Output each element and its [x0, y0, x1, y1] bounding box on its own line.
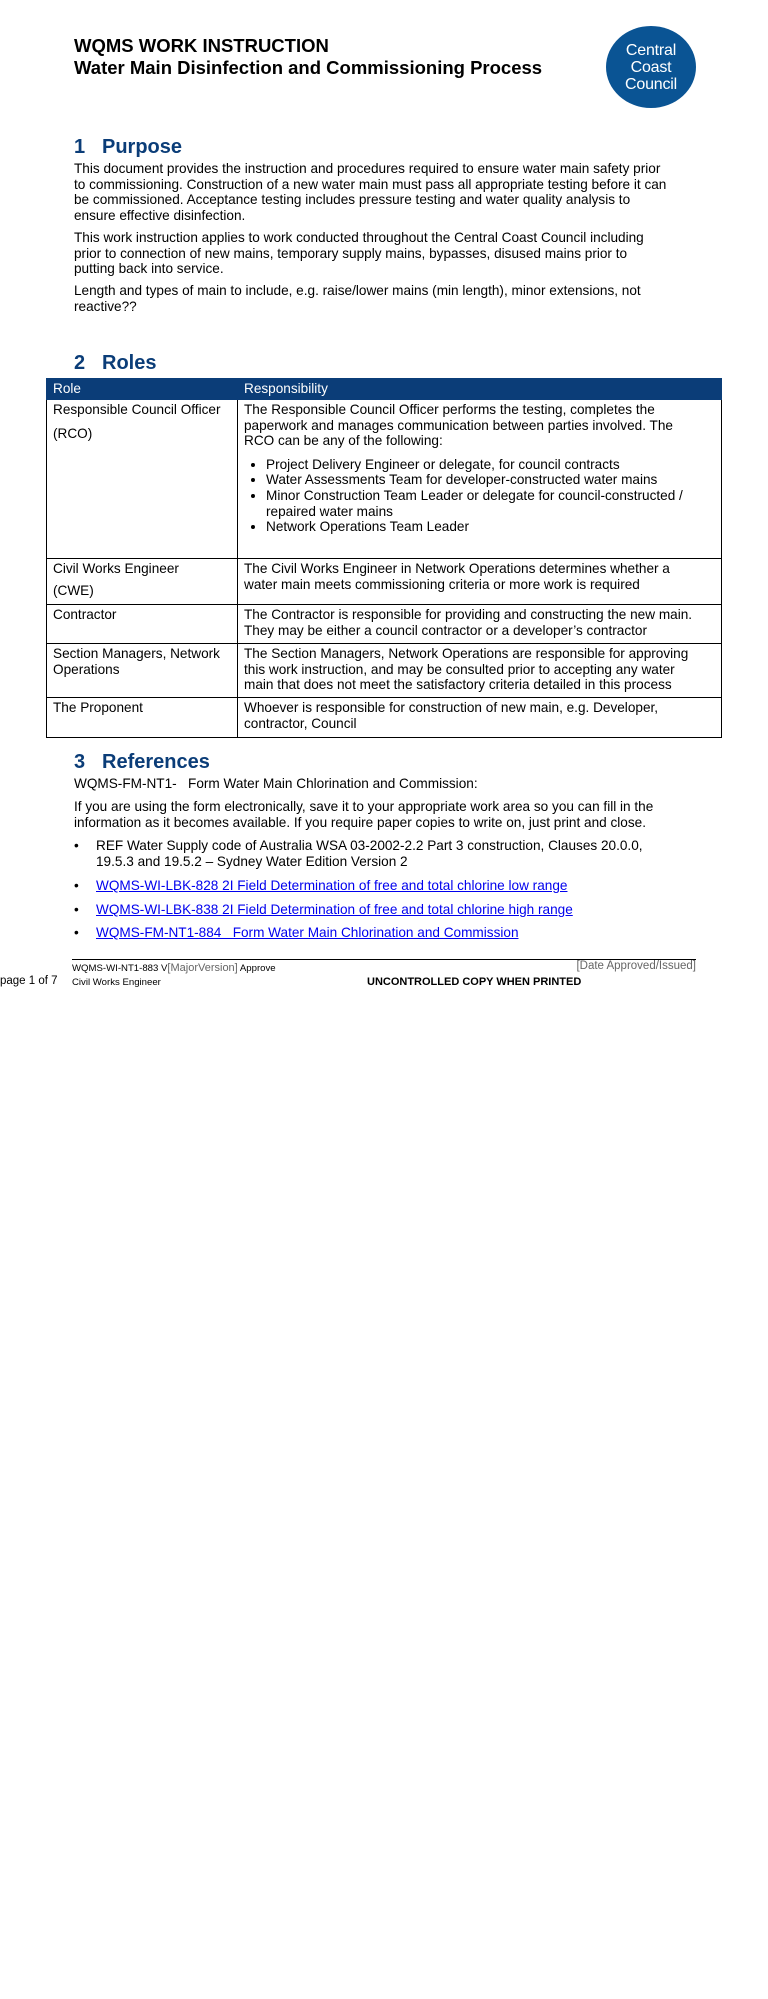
approve-label: Approve: [237, 963, 276, 974]
text-line: be commissioned. Acceptance testing includes pressure testing and water quality analysis to: [74, 192, 631, 208]
list-item: [74, 838, 714, 870]
table-row: [47, 644, 722, 698]
text-line: repaired water mains: [266, 503, 393, 519]
role-name: Responsible Council Officer: [53, 402, 221, 417]
responsibility-cell: [238, 698, 722, 738]
text-line: water main meets commissioning criteria or more work is required: [244, 576, 640, 592]
version-placeholder: [MajorVersion]: [167, 962, 238, 974]
text-line: to commissioning. Construction of a new water main must pass all appropriate testing before it can: [74, 176, 667, 192]
text-line: The Civil Works Engineer in Network Operations determines whether a: [244, 561, 670, 576]
purpose-paragraph-3: [74, 283, 704, 314]
bullet: •: [74, 902, 79, 917]
section-number: 3: [74, 751, 86, 773]
bullet: •: [74, 838, 79, 853]
form-reference-line: WQMS-FM-NT1- Form Water Main Chlorination and Commission:: [74, 776, 478, 791]
logo-line-2: Coast: [630, 58, 672, 76]
text-line: Whoever is responsible for construction of new main, e.g. Developer,: [244, 700, 659, 715]
text-line: The Contractor is responsible for providing and constructing the new main.: [244, 607, 693, 622]
role-cell: [47, 605, 238, 644]
text-line: The Responsible Council Officer performs the testing, completes the: [244, 402, 655, 417]
responsibility-cell: [238, 644, 722, 698]
list-item: • Project Delivery Engineer or delegate, for council contracts: [266, 457, 715, 473]
section-heading-purpose: [74, 135, 182, 159]
list-item: • Water Assessments Team for developer-constructed water mains: [266, 472, 715, 488]
section-title: Purpose: [102, 136, 183, 158]
list-item: [266, 488, 715, 519]
text-line: reactive??: [74, 298, 137, 314]
link-chlorine-low-range[interactable]: WQMS-WI-LBK-828 2I Field Determination of free and total chlorine low range: [96, 878, 568, 893]
text-line: RCO can be any of the following:: [244, 433, 443, 449]
link-chlorine-high-range[interactable]: WQMS-WI-LBK-838 2I Field Determination of free and total chlorine high range: [96, 902, 573, 917]
role-cell: [47, 559, 238, 605]
text-line: information as it becomes available. If you require paper copies to write on, just print and close.: [74, 814, 646, 830]
list-item: [74, 878, 714, 894]
uncontrolled-copy-notice: UNCONTROLLED COPY WHEN PRINTED: [367, 976, 582, 988]
footer-date-placeholder: [Date Approved/Issued]: [576, 960, 696, 972]
role-name: Contractor: [53, 607, 117, 622]
text-line: contractor, Council: [244, 715, 357, 731]
list-item: • Network Operations Team Leader: [266, 519, 715, 535]
central-coast-council-logo: [606, 26, 696, 108]
responsibility-cell: [238, 400, 722, 559]
responsibility-cell: [238, 559, 722, 605]
column-header-role: Role: [47, 379, 238, 400]
logo-line-3: Council: [625, 75, 677, 93]
text-line: ensure effective disinfection.: [74, 207, 246, 223]
responsibility-cell: [238, 605, 722, 644]
purpose-paragraph-2: [74, 230, 704, 277]
role-cell: [47, 698, 238, 738]
role-cell: [47, 400, 238, 559]
bullet: •: [74, 925, 79, 940]
references-paragraph: [74, 799, 704, 830]
text-line: putting back into service.: [74, 261, 224, 277]
section-title: Roles: [102, 352, 157, 374]
footer-owner: Civil Works Engineer: [72, 977, 161, 988]
role-name: Section Managers, Network: [53, 646, 220, 661]
role-name: The Proponent: [53, 700, 143, 715]
roles-table: [46, 378, 722, 738]
list-item: [74, 925, 714, 941]
section-number: 1: [74, 136, 86, 158]
rco-options-list: [244, 457, 715, 535]
text-line: 19.5.3 and 19.5.2 – Sydney Water Edition Version 2: [96, 853, 408, 869]
section-title: References: [102, 751, 210, 773]
list-item: [74, 902, 714, 918]
table-header-row: [47, 379, 722, 400]
table-row: [47, 698, 722, 738]
role-cell: [47, 644, 238, 698]
table-row: [47, 400, 722, 559]
footer-doc-id: [72, 962, 276, 975]
table-row: [47, 605, 722, 644]
text-line: The Section Managers, Network Operations are responsible for approving: [244, 646, 689, 661]
text-line: paperwork and manages communication between parties involved. The: [244, 417, 673, 433]
text-line: They may be either a council contractor or a developer’s contractor: [244, 622, 647, 638]
section-number: 2: [74, 352, 86, 374]
text-line: • Minor Construction Team Leader or delegate for council-constructed /: [266, 487, 683, 503]
document-title: WQMS WORK INSTRUCTION: [74, 35, 329, 56]
bullet: •: [74, 878, 79, 893]
purpose-paragraph-1: [74, 161, 704, 223]
reference-wsa-code: [96, 838, 643, 869]
text-line: This document provides the instruction and procedures required to ensure water main safety prior: [74, 161, 661, 176]
text-line: REF Water Supply code of Australia WSA 03-2002-2.2 Part 3 construction, Clauses 20.0.0,: [96, 838, 643, 853]
logo-line-1: Central: [625, 41, 677, 59]
text-line: main that does not meet the satisfactory criteria detailed in this process: [244, 677, 672, 693]
page-number: page 1 of 7: [0, 975, 58, 987]
section-heading-roles: [74, 351, 156, 375]
table-row: [47, 559, 722, 605]
role-abbreviation: (RCO): [53, 425, 93, 441]
text-line: this work instruction, and may be consulted prior to accepting any water: [244, 661, 675, 677]
text-line: prior to connection of new mains, temporary supply mains, bypasses, disused mains prior to: [74, 245, 628, 261]
role-name: Operations: [53, 661, 120, 677]
role-name: Civil Works Engineer: [53, 561, 179, 576]
column-header-responsibility: Responsibility: [238, 379, 722, 400]
document-subtitle: Water Main Disinfection and Commissioning Process: [74, 57, 543, 78]
section-heading-references: [74, 750, 210, 774]
text-line: This work instruction applies to work conducted throughout the Central Coast Council including: [74, 230, 644, 245]
doc-id: WQMS-WI-NT1-883 V: [72, 963, 168, 974]
role-abbreviation: (CWE): [53, 582, 94, 598]
text-line: If you are using the form electronically, save it to your appropriate work area so you can fill in the: [74, 799, 654, 814]
link-chlorination-form[interactable]: WQMS-FM-NT1-884 Form Water Main Chlorination and Commission: [96, 925, 519, 940]
text-line: Length and types of main to include, e.g. raise/lower mains (min length), minor extensions, not: [74, 283, 641, 298]
